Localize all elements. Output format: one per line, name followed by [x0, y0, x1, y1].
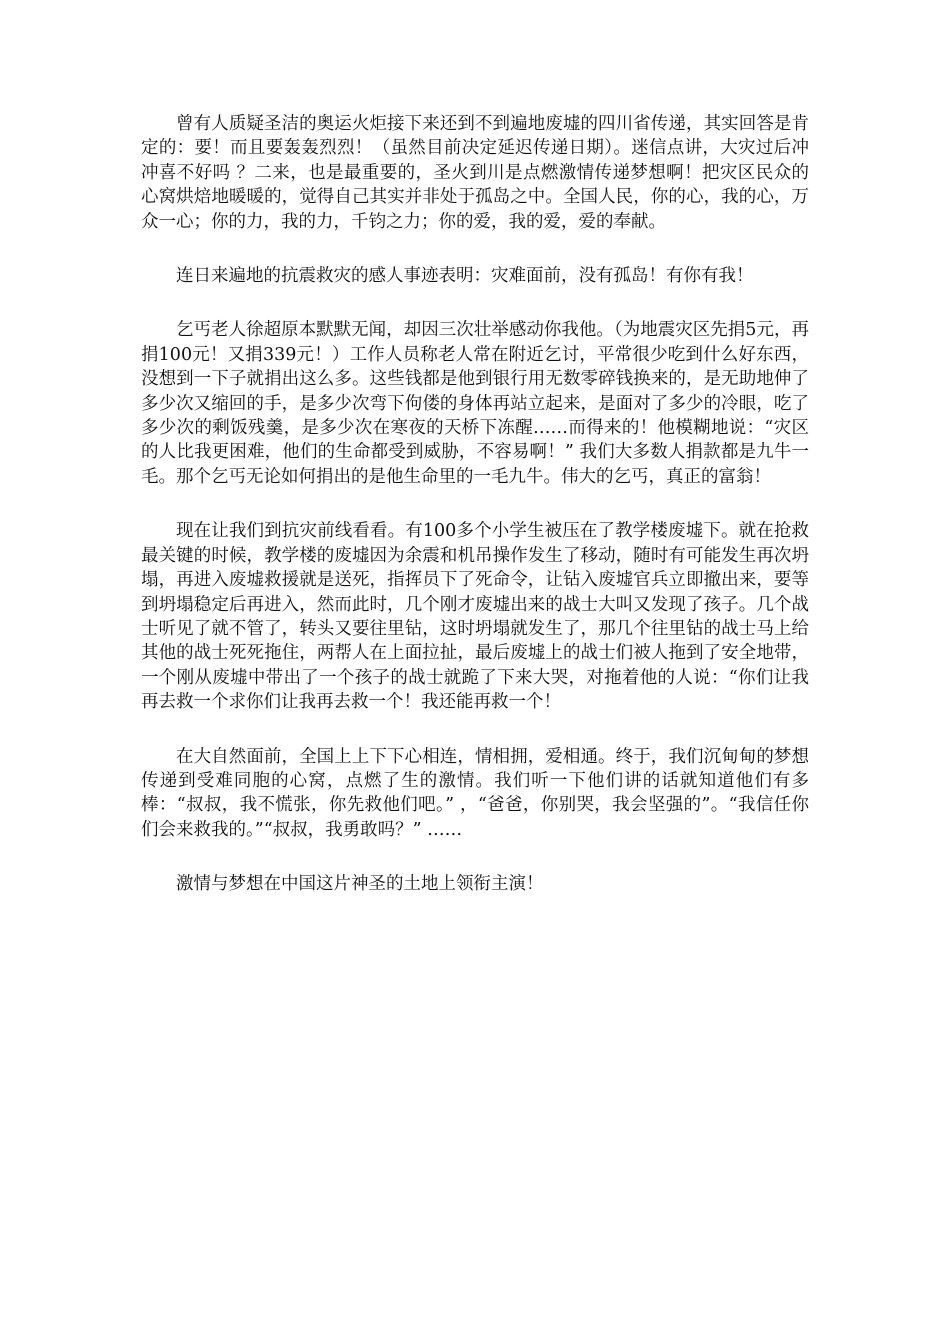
paragraph-no-isolated-island: 连日来遍地的抗震救灾的感人事迹表明：灾难面前，没有孤岛！有你有我！ [176, 266, 754, 287]
paragraph-nation-united: 在大自然面前，全国上上下下心相连，情相拥，爱相通。终于，我们沉甸甸的梦想传递到受难同胞的心窝，点燃了生的激情。我们听一下他们讲的话就知道他们有多棒：“叔叔，我不慌张，你先救他们吧。” ，“爸爸，你别哭，我会坚强的”。“我信任你们会来救我的。”“叔叔，我勇敢吗？” …… [141, 746, 809, 840]
document-body [141, 112, 809, 927]
paragraph-closing: 激情与梦想在中国这片神圣的土地上领衔主演！ [176, 874, 544, 895]
paragraph-torch-relay: 曾有人质疑圣洁的奥运火炬接下来还到不到遍地废墟的四川省传递，其实回答是肯定的：要！而且要轰轰烈烈！（虽然目前决定延迟传递日期）。迷信点讲，大灾过后冲冲喜不好吗 ？二来，也是最重要的，圣火到川是点燃激情传递梦想啊！把灾区民众的心窝烘焙地暖暖的，觉得自己其实并非处于孤岛之中。全国人民，你的心，我的心，万众一心；你的力，我的力，千钧之力；你的爱，我的爱，爱的奉献。 [141, 114, 809, 232]
paragraph-rescue-frontline: 现在让我们到抗灾前线看看。有100多个小学生被压在了教学楼废墟下。就在抢救最关键的时候，教学楼的废墟因为余震和机吊操作发生了移动，随时有可能发生再次坍塌，再进入废墟救援就是送死，指挥员下了死命令，让钻入废墟官兵立即撤出来，要等到坍塌稳定后再进入，然而此时，几个刚才废墟出来的战士大叫又发现了孩子。几个战士听见了就不管了，转头又要往里钻，这时坍塌就发生了，那几个往里钻的战士马上给其他的战士死死拖住，两帮人在上面拉扯，最后废墟上的战士们被人拖到了安全地带，一个刚从废墟中带出了一个孩子的战士就跪了下来大哭，对拖着他的人说：“你们让我再去救一个求你们让我再去救一个！我还能再救一个！ [141, 521, 809, 713]
paragraph-beggar-donation: 乞丐老人徐超原本默默无闻，却因三次壮举感动你我他。（为地震灾区先捐5元，再捐100元！又捐339元！）工作人员称老人常在附近乞讨，平常很少吃到什么好东西，没想到一下子就捐出这么多。这些钱都是他到银行用无数零碎钱换来的，是无助地伸了多少次又缩回的手，是多少次弯下佝偻的身体再站立起来，是面对了多少的冷眼，吃了多少次的剩饭残羹，是多少次在寒夜的天桥下冻醒……而得来的！他模糊地说：“灾区的人比我更困难，他们的生命都受到威胁，不容易啊！” 我们大多数人捐款都是九牛一毛。那个乞丐无论如何捐出的是他生命里的一毛九牛。伟大的乞丐，真正的富翁！ [141, 320, 809, 487]
